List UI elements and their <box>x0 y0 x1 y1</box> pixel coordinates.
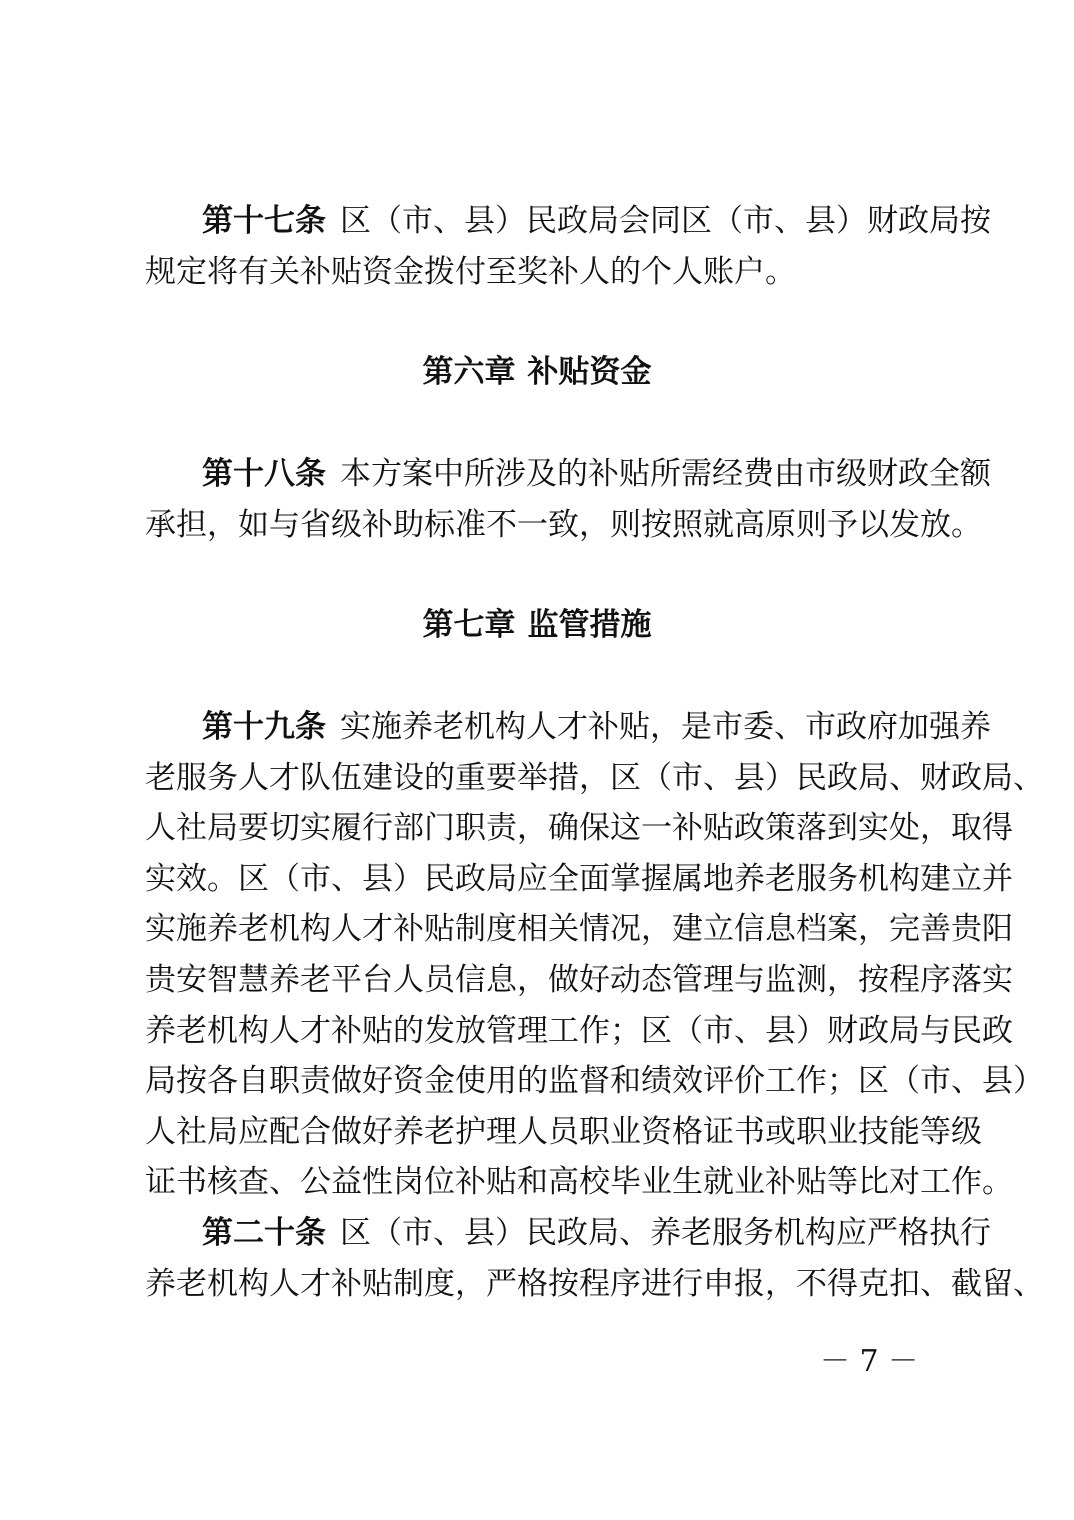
article-18-text-1: 本方案中所涉及的补贴所需经费由市级财政全额 <box>340 456 991 492</box>
article-19-line-3: 人社局要切实履行部门职责，确保这一补贴政策落到实处，取得 <box>145 810 1013 846</box>
article-17-line-2: 规定将有关补贴资金拨付至奖补人的个人账户。 <box>145 254 796 290</box>
article-18-line-1 <box>202 454 991 494</box>
article-17-line-1 <box>202 201 991 241</box>
article-19-line-8: 局按各自职责做好资金使用的监督和绩效评价工作；区（市、县） <box>145 1063 1044 1099</box>
chapter-7-title: 监管措施 <box>527 607 652 643</box>
article-19-line-4: 实效。区（市、县）民政局应全面掌握属地养老服务机构建立并 <box>145 861 1013 897</box>
article-20-line-1 <box>202 1213 991 1253</box>
chapter-7-heading <box>0 605 1074 645</box>
article-18-label: 第十八条 <box>202 456 326 492</box>
chapter-6-number: 第六章 <box>422 354 516 390</box>
chapter-6-title: 补贴资金 <box>527 354 652 390</box>
article-19-label: 第十九条 <box>202 709 326 745</box>
article-20-text-1: 区（市、县）民政局、养老服务机构应严格执行 <box>340 1215 991 1251</box>
article-18-line-2: 承担，如与省级补助标准不一致，则按照就高原则予以发放。 <box>145 507 982 543</box>
page-number: － 7 － <box>820 1344 919 1379</box>
article-17-text-1: 区（市、县）民政局会同区（市、县）财政局按 <box>340 203 991 239</box>
article-20-line-2: 养老机构人才补贴制度，严格按程序进行申报，不得克扣、截留、 <box>145 1266 1044 1302</box>
article-19-line-9: 人社局应配合做好养老护理人员职业资格证书或职业技能等级 <box>145 1114 982 1150</box>
article-17-label: 第十七条 <box>202 203 326 239</box>
article-19-line-2: 老服务人才队伍建设的重要举措，区（市、县）民政局、财政局、 <box>145 760 1044 796</box>
article-19-line-5: 实施养老机构人才补贴制度相关情况，建立信息档案，完善贵阳 <box>145 911 1013 947</box>
article-19-text-1: 实施养老机构人才补贴，是市委、市政府加强养 <box>340 709 991 745</box>
article-19-line-7: 养老机构人才补贴的发放管理工作；区（市、县）财政局与民政 <box>145 1013 1013 1049</box>
chapter-7-number: 第七章 <box>422 607 516 643</box>
article-20-label: 第二十条 <box>202 1215 326 1251</box>
chapter-6-heading <box>0 352 1074 392</box>
article-19-line-1 <box>202 707 991 747</box>
article-19-line-6: 贵安智慧养老平台人员信息，做好动态管理与监测，按程序落实 <box>145 962 1013 998</box>
article-19-line-10: 证书核查、公益性岗位补贴和高校毕业生就业补贴等比对工作。 <box>145 1164 1013 1200</box>
